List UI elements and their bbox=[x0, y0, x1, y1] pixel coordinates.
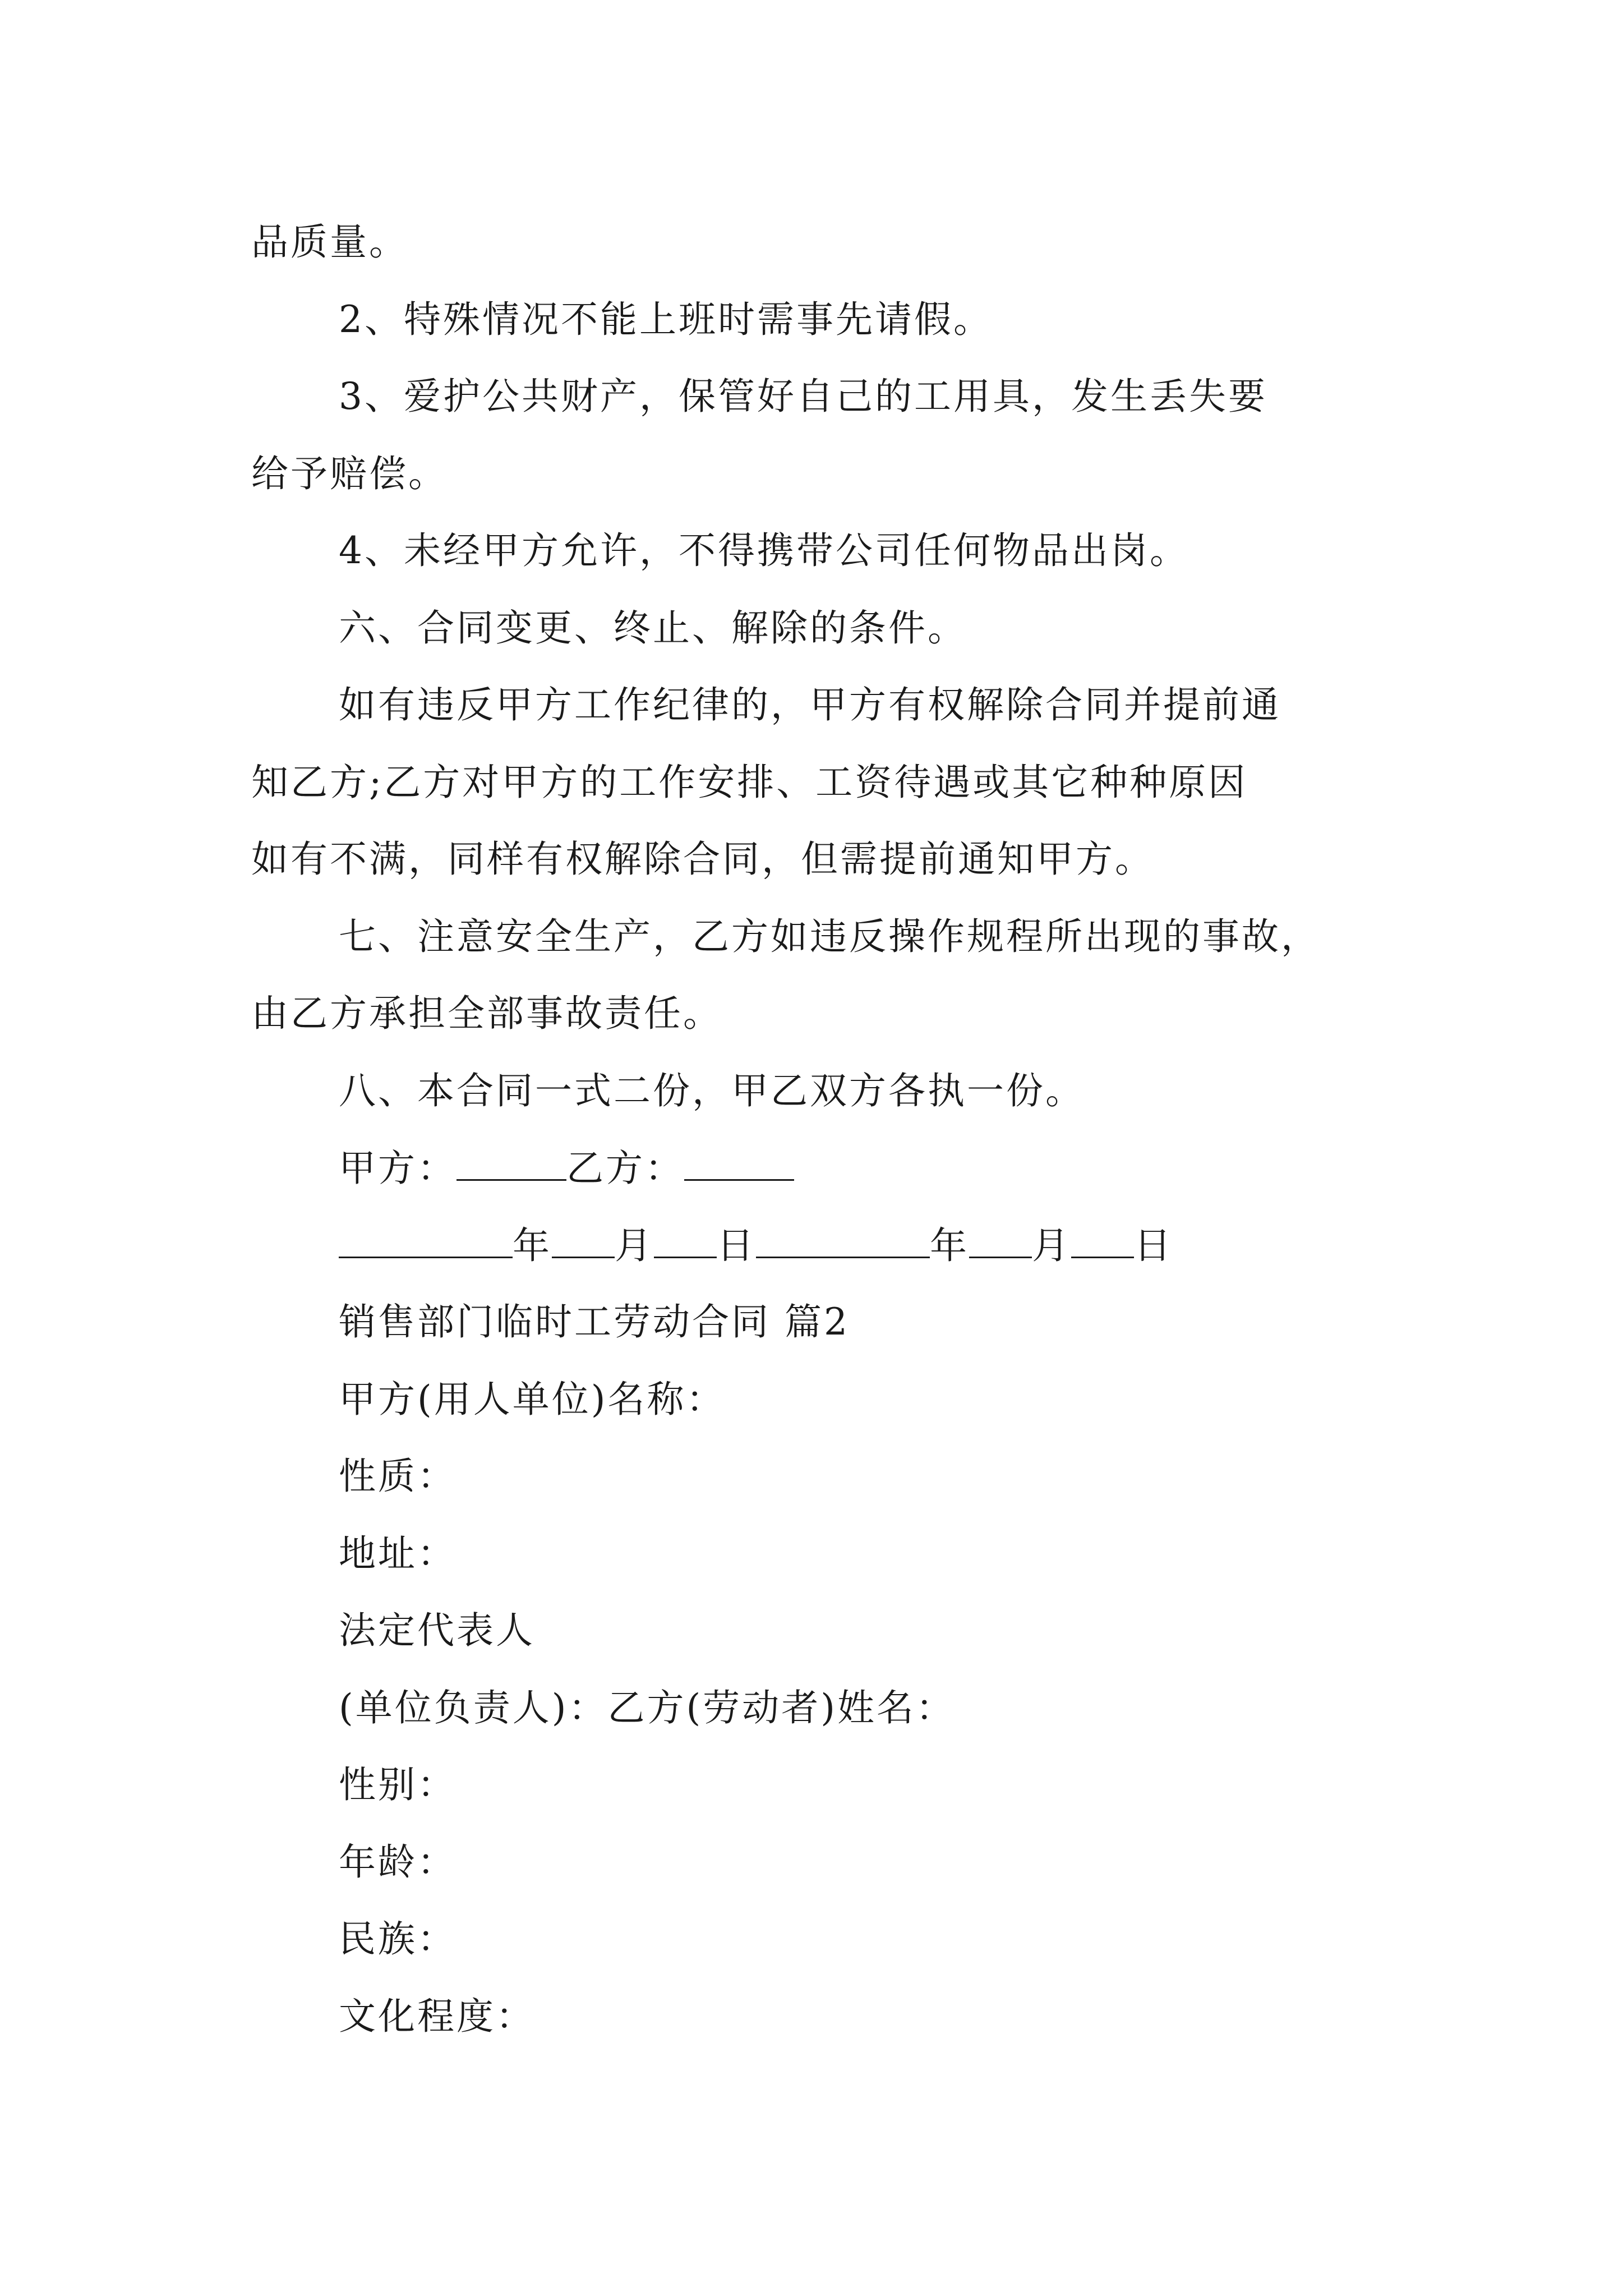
paragraph-line: 给予赔偿。 bbox=[251, 452, 448, 495]
signature-dates bbox=[339, 1223, 1173, 1268]
paragraph-line: 知乙方;乙方对甲方的工作安排、工资待遇或其它种种原因 bbox=[251, 761, 1248, 804]
form-field-label: (单位负责人)：乙方(劳动者)姓名： bbox=[339, 1686, 955, 1729]
form-field-label: 性别： bbox=[339, 1763, 457, 1806]
year-blank bbox=[339, 1223, 513, 1258]
month-blank bbox=[969, 1223, 1032, 1258]
party-a-label: 甲方： bbox=[339, 1147, 457, 1190]
year-blank bbox=[756, 1223, 930, 1258]
party-b-blank bbox=[684, 1145, 794, 1181]
paragraph-line: 品质量。 bbox=[251, 220, 408, 264]
paragraph-line: 2、特殊情况不能上班时需事先请假。 bbox=[339, 298, 993, 341]
day-blank bbox=[654, 1223, 717, 1258]
form-field-label: 法定代表人 bbox=[339, 1609, 535, 1652]
paragraph-line: 3、爱护公共财产，保管好自己的工用具，发生丢失要 bbox=[339, 375, 1267, 418]
paragraph-line: 七、注意安全生产，乙方如违反操作规程所出现的事故， bbox=[339, 915, 1320, 958]
paragraph-line: 六、合同变更、终止、解除的条件。 bbox=[339, 606, 967, 650]
form-field-label: 民族： bbox=[339, 1917, 457, 1961]
paragraph-line: 八、本合同一式二份，甲乙双方各执一份。 bbox=[339, 1069, 1085, 1112]
form-field-label: 文化程度： bbox=[339, 1995, 535, 2038]
form-field-label: 甲方(用人单位)名称： bbox=[339, 1378, 726, 1421]
paragraph-line: 由乙方承担全部事故责任。 bbox=[251, 992, 722, 1035]
day-label: 日 bbox=[717, 1224, 756, 1267]
paragraph-line: 4、未经甲方允许，不得携带公司任何物品出岗。 bbox=[339, 529, 1189, 572]
month-label: 月 bbox=[615, 1224, 654, 1267]
form-field-label: 地址： bbox=[339, 1532, 457, 1575]
section-title: 销售部门临时工劳动合同 篇2 bbox=[339, 1300, 850, 1343]
party-b-label: 乙方： bbox=[566, 1147, 684, 1190]
day-label: 日 bbox=[1134, 1224, 1173, 1267]
month-blank bbox=[552, 1223, 615, 1258]
party-a-blank bbox=[457, 1145, 566, 1181]
paragraph-line: 如有违反甲方工作纪律的，甲方有权解除合同并提前通 bbox=[339, 683, 1281, 726]
month-label: 月 bbox=[1032, 1224, 1071, 1267]
form-field-label: 年龄： bbox=[339, 1841, 457, 1884]
paragraph-line: 如有不满，同样有权解除合同，但需提前通知甲方。 bbox=[251, 838, 1154, 881]
form-field-label: 性质： bbox=[339, 1455, 457, 1498]
day-blank bbox=[1071, 1223, 1134, 1258]
year-label: 年 bbox=[930, 1224, 969, 1267]
signature-parties bbox=[339, 1145, 794, 1191]
year-label: 年 bbox=[513, 1224, 552, 1267]
